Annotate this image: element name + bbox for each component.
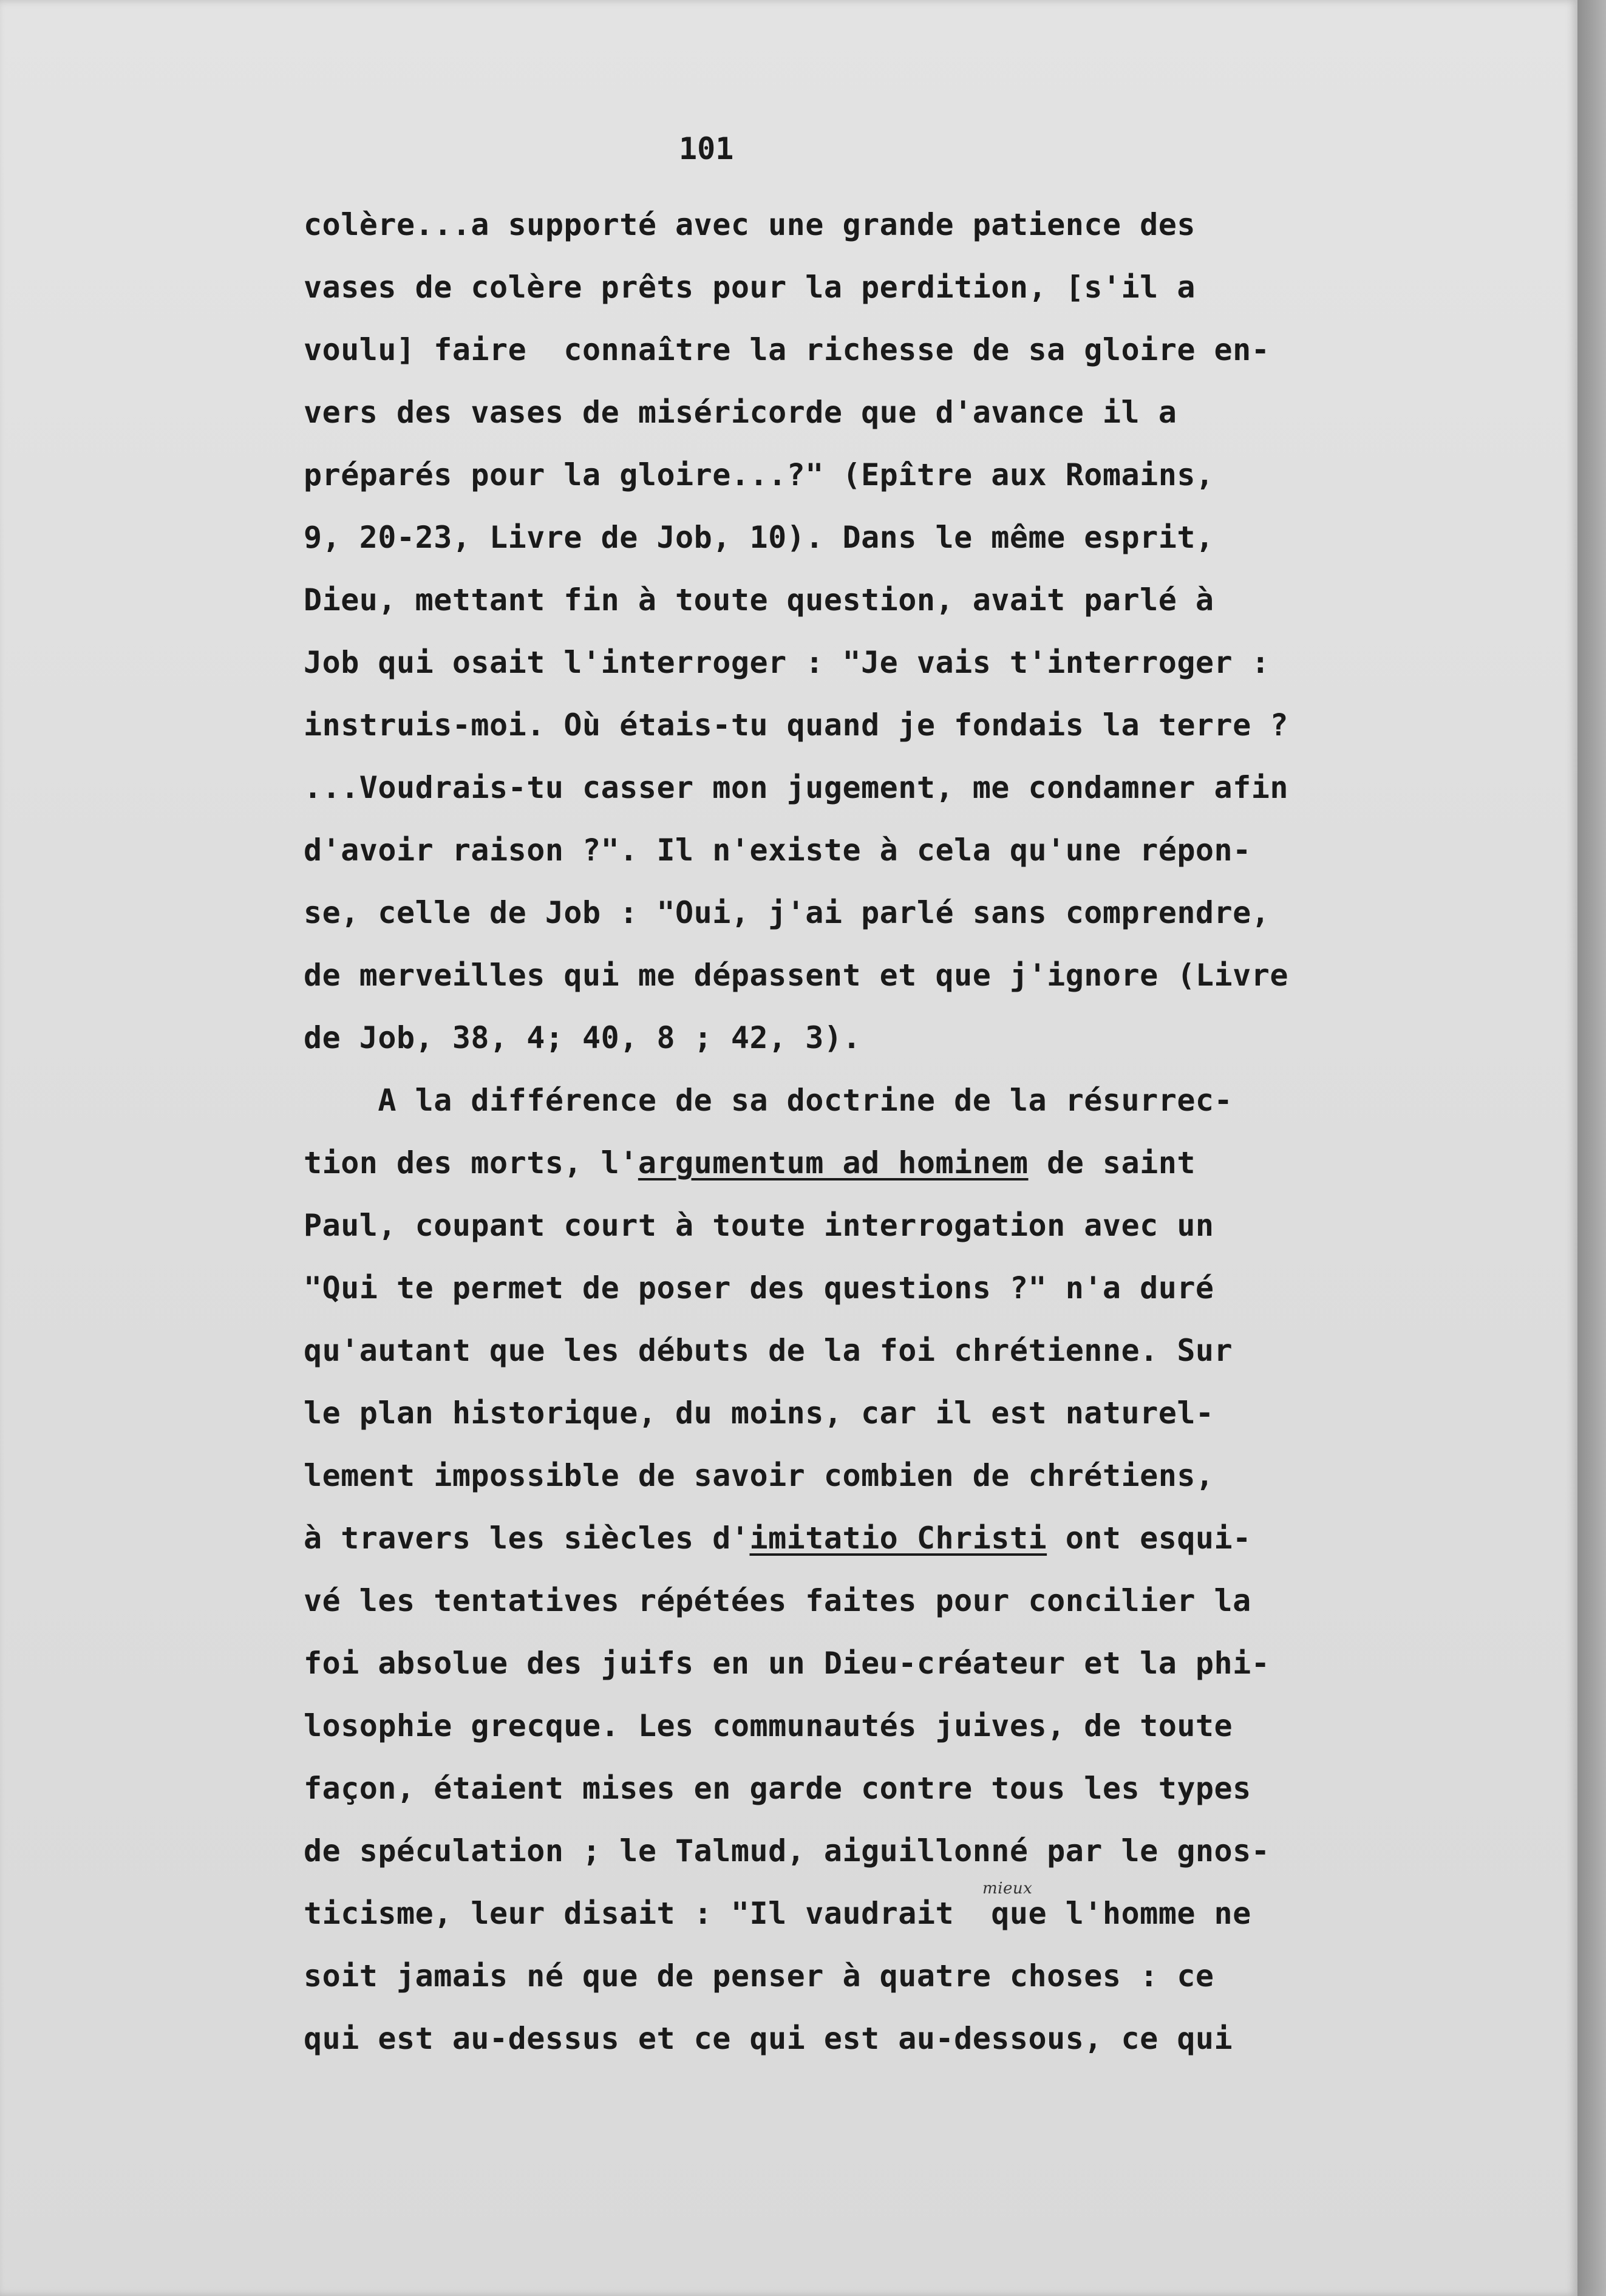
- text-line: façon, étaient mises en garde contre tous les types: [304, 1771, 1251, 1806]
- text-line: instruis-moi. Où étais-tu quand je fondais la terre ?: [304, 707, 1288, 743]
- text-line: Dieu, mettant fin à toute question, avait parlé à: [304, 582, 1214, 618]
- text-line: de Job, 38, 4; 40, 8 ; 42, 3).: [304, 1020, 862, 1055]
- text-line: vers des vases de miséricorde que d'avance il a: [304, 395, 1177, 430]
- text-line: Job qui osait l'interroger : "Je vais t'interroger :: [304, 645, 1270, 680]
- text-line: "Qui te permet de poser des questions ?" n'a duré: [304, 1270, 1214, 1306]
- text-line: soit jamais né que de penser à quatre choses : ce: [304, 1958, 1214, 1994]
- text-line: le plan historique, du moins, car il est naturel-: [304, 1395, 1214, 1431]
- text-line: voulu] faire connaître la richesse de sa gloire en-: [304, 332, 1270, 367]
- underlined-phrase: imitatio Christi: [749, 1521, 1047, 1556]
- text-line: de spéculation ; le Talmud, aiguillonné par le gnos-: [304, 1833, 1270, 1868]
- text-line: foi absolue des juifs en un Dieu-créateur et la phi-: [304, 1646, 1270, 1681]
- page-number: 101: [679, 131, 734, 166]
- text-line: ...Voudrais-tu casser mon jugement, me condamner afin: [304, 770, 1288, 805]
- text-line: [304, 1145, 1196, 1181]
- text-line: de merveilles qui me dépassent et que j'ignore (Livre: [304, 958, 1288, 993]
- text-line: ticisme, leur disait : "Il vaudrait que l'homme ne: [304, 1896, 1251, 1931]
- handwritten-note: mieux: [982, 1879, 1033, 1898]
- text-line: lement impossible de savoir combien de chrétiens,: [304, 1458, 1214, 1493]
- text-line: losophie grecque. Les communautés juives, de toute: [304, 1708, 1233, 1743]
- text-line: qu'autant que les débuts de la foi chrétienne. Sur: [304, 1333, 1233, 1368]
- text-span: ont esqui-: [1047, 1521, 1251, 1556]
- text-span: tion des morts, l': [304, 1145, 638, 1180]
- text-line: colère...a supporté avec une grande patience des: [304, 207, 1196, 242]
- text-line: Paul, coupant court à toute interrogation avec un: [304, 1208, 1214, 1243]
- text-line: A la différence de sa doctrine de la résurrec-: [304, 1083, 1233, 1118]
- text-line: qui est au-dessus et ce qui est au-dessous, ce qui: [304, 2021, 1233, 2056]
- page-edge-shadow: [1577, 0, 1606, 2296]
- underlined-phrase: argumentum ad hominem: [638, 1145, 1029, 1180]
- text-line: vases de colère prêts pour la perdition, [s'il a: [304, 270, 1196, 305]
- text-line: vé les tentatives répétées faites pour concilier la: [304, 1583, 1251, 1618]
- text-span: de saint: [1028, 1145, 1196, 1180]
- text-line: se, celle de Job : "Oui, j'ai parlé sans comprendre,: [304, 895, 1270, 930]
- text-line: [304, 1520, 1251, 1556]
- text-line: préparés pour la gloire...?" (Epître aux Romains,: [304, 457, 1214, 492]
- text-line: d'avoir raison ?". Il n'existe à cela qu'une répon-: [304, 833, 1251, 868]
- text-line: 9, 20-23, Livre de Job, 10). Dans le même esprit,: [304, 520, 1214, 555]
- text-span: à travers les siècles d': [304, 1521, 750, 1556]
